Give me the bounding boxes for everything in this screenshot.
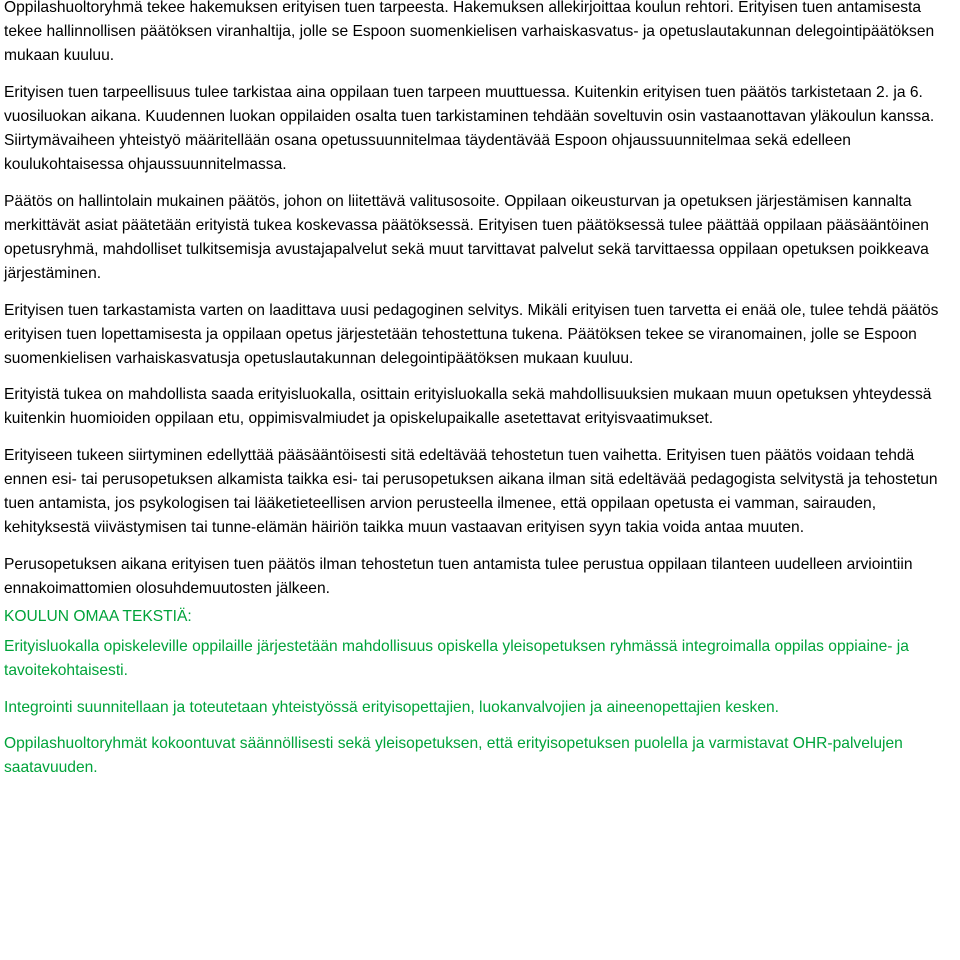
paragraph-decision: Päätös on hallintolain mukainen päätös, johon on liitettävä valitusosoite. Oppilaan oikeusturvan ja opetuksen järjestämisen kannalta merkittävät asiat päätetään erityistä tukea koskevassa päätöksessä. Erityisen tuen päätöksessä tulee päättää oppilaan pääsääntöinen opetusryhmä, mahdolliset tulkitsemisja avustajapalvelut sekä muut tarvittavat palvelut sekä tarvittaessa oppilaan opetuksen poikkeava järjestäminen. (4, 192, 929, 283)
paragraph-review: Erityisen tuen tarpeellisuus tulee tarkistaa aina oppilaan tuen tarpeen muuttuessa. Kuitenkin erityisen tuen päätös tarkistetaan 2. ja 6. vuosiluokan aikana. Kuudennen luokan oppilaiden osalta tuen tarkistaminen tehdään soveltuvin osin vastaanottavan yläkoulun kanssa. Siirtymävaiheen yhteistyö määritellään osana opetussuunnitelmaa täydentävää Espoon ohjaussuunnitelmaa sekä edelleen koulukohtaisessa ohjaussuunnitelmassa. (4, 83, 935, 174)
school-section-heading: KOULUN OMAA TEKSTIÄ: (4, 608, 192, 626)
paragraph-transition: Erityiseen tukeen siirtyminen edellyttää pääsääntöisesti sitä edeltävää tehostetun tuen vaihetta. Erityisen tuen päätös voidaan tehdä ennen esi- tai perusopetuksen alkamista taikka esi- tai perusopetuksen aikana ilman sitä edeltävää pedagogista selvitystä ja tehostetun tuen antamista, jos psykologisen tai lääketieteellisen arvion perusteella ilmenee, että oppilaan opetusta ei vamman, sairauden, kehityksestä viivästymisen tai tunne-elämän häiriön taikka muun vastaavan erityisen syyn takia voida antaa muuten. (4, 446, 938, 537)
paragraph-application: Oppilashuoltoryhmä tekee hakemuksen erityisen tuen tarpeesta. Hakemuksen allekirjoittaa koulun rehtori. Erityisen tuen antamisesta tekee hallinnollisen päätöksen viranhaltija, jolle se Espoon suomenkielisen varhaiskasvatus- ja opetuslautakunnan delegointipäätöksen mukaan kuuluu. (4, 0, 935, 65)
school-paragraph-integration: Erityisluokalla opiskeleville oppilaille järjestetään mahdollisuus opiskella yleisopetuksen ryhmässä integroimalla oppilas oppiaine- ja tavoitekohtaisesti. (4, 638, 909, 680)
paragraph-basic-education: Perusopetuksen aikana erityisen tuen päätös ilman tehostetun tuen antamista tulee perustua oppilaan tilanteen uudelleen arviointiin ennakoimattomien olosuhdemuutosten jälkeen. (4, 555, 913, 597)
paragraph-special-class: Erityistä tukea on mahdollista saada erityisluokalla, osittain erityisluokalla sekä mahdollisuuksien mukaan muun opetuksen yhteydessä kuitenkin huomioiden oppilaan etu, oppimisvalmiudet ja opiskelupaikalle asetettavat erityisvaatimukset. (4, 386, 932, 428)
document-page (4, 0, 956, 793)
paragraph-reassessment: Erityisen tuen tarkastamista varten on laadittava uusi pedagoginen selvitys. Mikäli erityisen tuen tarvetta ei enää ole, tulee tehdä päätös erityisen tuen lopettamisesta ja oppilaan opetus järjestetään tehostettuna tukena. Päätöksen tekee se viranomainen, jolle se Espoon suomenkielisen varhaiskasvatusja opetuslautakunnan delegointipäätöksen mukaan kuuluu. (4, 301, 939, 367)
school-paragraph-planning: Integrointi suunnitellaan ja toteutetaan yhteistyössä erityisopettajien, luokanvalvojien ja aineenopettajien kesken. (4, 698, 779, 716)
school-paragraph-welfare-groups: Oppilashuoltoryhmät kokoontuvat säännöllisesti sekä yleisopetuksen, että erityisopetuksen puolella ja varmistavat OHR-palvelujen saatavuuden. (4, 735, 903, 777)
